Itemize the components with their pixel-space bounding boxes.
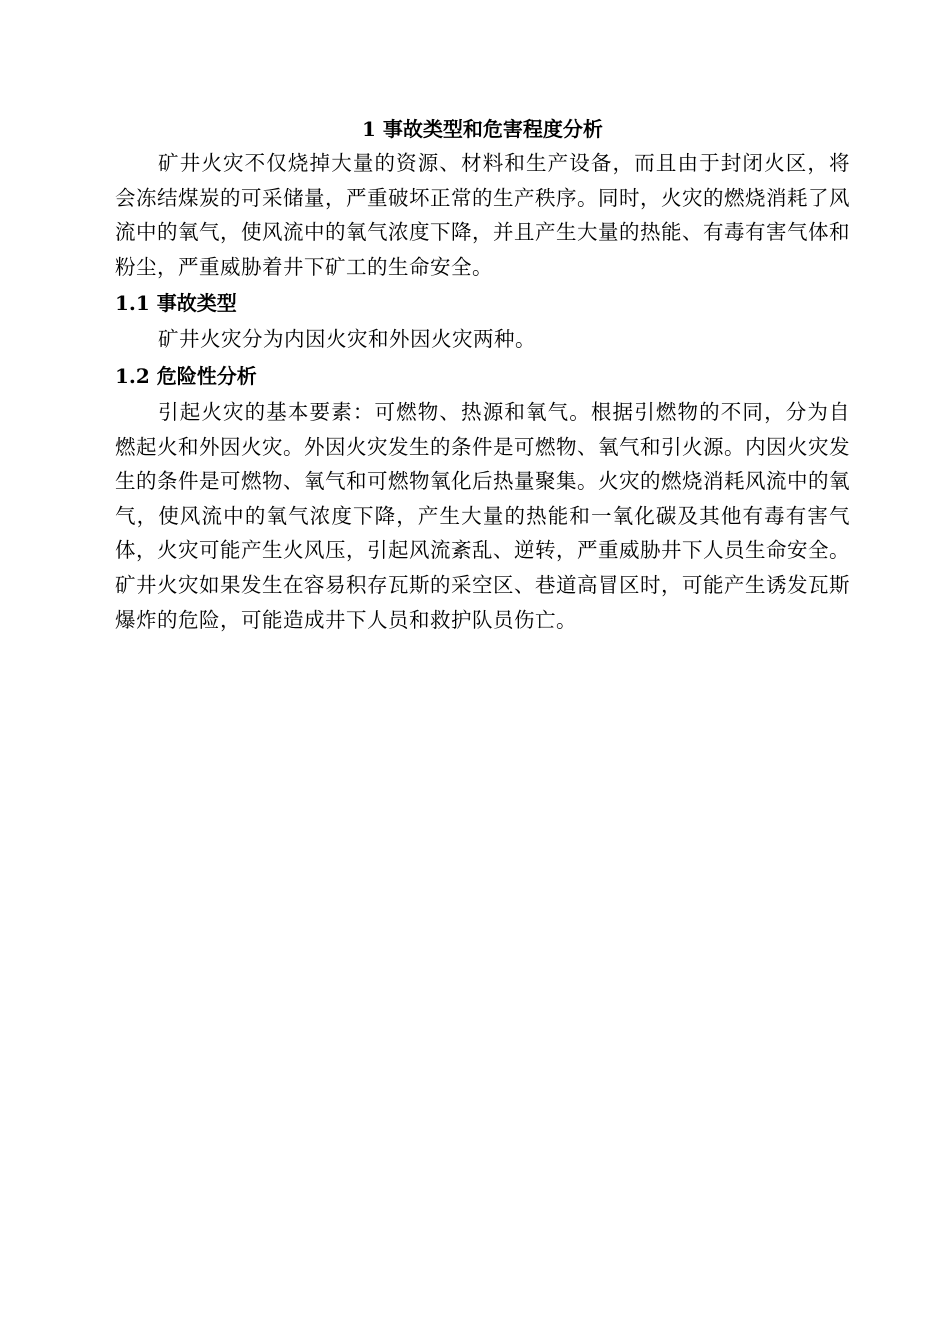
section-paragraph-accident-types: 矿井火灾分为内因火灾和外因火灾两种。 xyxy=(158,327,537,352)
section-heading-hazard-analysis: 1.2 危险性分析 xyxy=(115,363,257,388)
document-body xyxy=(115,112,850,637)
section-heading-accident-types: 1.1 事故类型 xyxy=(115,291,237,316)
section-paragraph-hazard-analysis: 引起火灾的基本要素：可燃物、热源和氧气。根据引燃物的不同，分为自燃起火和外因火灾。外因火灾发生的条件是可燃物、氧气和引火源。内因火灾发生的条件是可燃物、氧气和可燃物氧化后热量聚集。火灾的燃烧消耗风流中的氧气，使风流中的氧气浓度下降，产生大量的热能和一氧化碳及其他有毒有害气体，火灾可能产生火风压，引起风流紊乱、逆转，严重威胁井下人员生命安全。矿井火灾如果发生在容易积存瓦斯的采空区、巷道高冒区时，可能产生诱发瓦斯爆炸的危险，可能造成井下人员和救护队员伤亡。 xyxy=(115,399,850,632)
document-title: 1 事故类型和危害程度分析 xyxy=(362,117,603,141)
intro-paragraph: 矿井火灾不仅烧掉大量的资源、材料和生产设备，而且由于封闭火区，将会冻结煤炭的可采储量，严重破坏正常的生产秩序。同时，火灾的燃烧消耗了风流中的氧气，使风流中的氧气浓度下降，并且产生大量的热能、有毒有害气体和粉尘，严重威胁着井下矿工的生命安全。 xyxy=(115,151,850,279)
